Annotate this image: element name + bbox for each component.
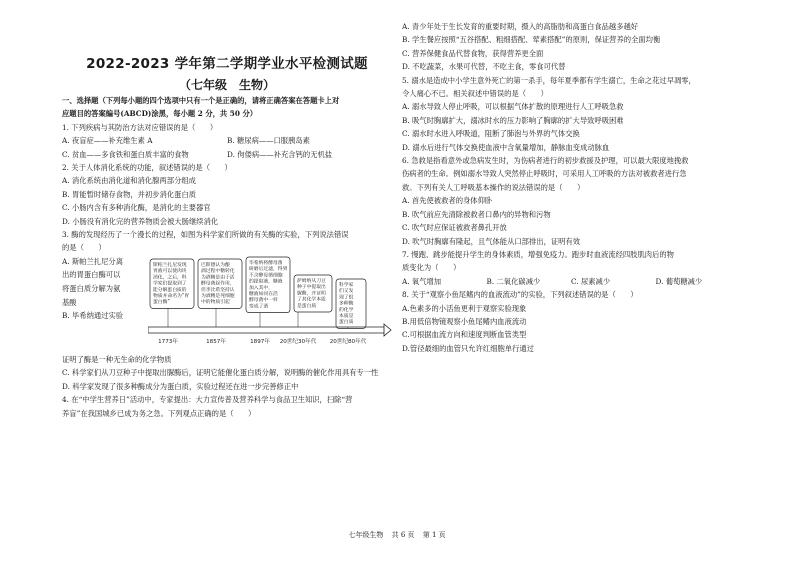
question-stem-cont: 质变化为（ ） bbox=[402, 263, 461, 273]
question-stem-cont: 令人痛心不已。相关叙述中错误的是（ ） bbox=[402, 89, 548, 99]
timeline-box-text: 酒过程中糖转化 bbox=[201, 269, 235, 275]
timeline-box-text: 蛋白质 bbox=[339, 320, 354, 326]
timeline-box-text: 斯帕兰扎尼发现 bbox=[153, 262, 187, 268]
timeline-box-text: 本质是 bbox=[339, 313, 354, 319]
option-a-line1: A. 斯帕兰扎尼分离 bbox=[62, 256, 123, 266]
option-d: D. 科学家发现了很多种酶成分为蛋白质，实验过程还在进一步完善修正中 bbox=[62, 381, 299, 391]
timeline-year-label: 20世纪30年代 bbox=[279, 338, 317, 345]
question-stem: 6. 急救是指看意外或急病发生时，为伤病者进行的初步救援及护理，可以最大限度地挽救 bbox=[402, 156, 689, 166]
option-d: D. 溺水后进行气体交换使血液中含氧量增加，静脉血变成动脉血 bbox=[402, 142, 610, 152]
left-column bbox=[62, 38, 392, 420]
timeline-box-text: 种子中提取出 bbox=[297, 285, 326, 291]
timeline-box-text: 物质并命名为“胃 bbox=[153, 293, 190, 299]
timeline-box-text: 现了很 bbox=[339, 295, 354, 301]
timeline-box-text: 不含酵母菌细胞 bbox=[249, 273, 283, 279]
option-a: A. 首先使被救者的身体仰卧 bbox=[402, 196, 493, 206]
timeline-box-text: 毕希纳将酵母菌 bbox=[249, 260, 283, 266]
question-stem: 5. 溺水是造成中小学生意外死亡的第一杀手，每年夏季都有学生溺亡，生命之花过早凋零， bbox=[402, 75, 696, 85]
section-heading-line2: 应题目的答案编号(ABCD)涂黑，每小题 2 分，共 50 分） bbox=[62, 109, 258, 119]
options-row bbox=[62, 134, 392, 147]
timeline-box-text: 的化学 bbox=[339, 307, 354, 313]
question-7 bbox=[402, 248, 740, 288]
option-b: B. 吹气前应先清除被救者口鼻内的异物和污物 bbox=[402, 209, 551, 219]
option-d: D.管径最细的血管只允许红细胞单行通过 bbox=[402, 343, 534, 353]
timeline-box-text: 加入其中， bbox=[249, 285, 273, 291]
footer-page-number: 第 1 页 bbox=[422, 531, 446, 539]
timeline-box bbox=[246, 257, 290, 313]
timeline-box bbox=[294, 275, 332, 312]
timeline-box-text: 蛋白酶” bbox=[153, 300, 170, 306]
timeline-box-text: 消化，之后，科 bbox=[153, 275, 187, 281]
timeline-box-text: 为酒精是由于活 bbox=[201, 275, 235, 281]
question-stem: 8. 关于“观察小鱼尾鳍内的血液流动”的实验，下列叙述错误的是（ ） bbox=[402, 290, 638, 300]
timeline-box-text: 学家们提取到了 bbox=[153, 281, 187, 287]
option-d: D. 小肠没有消化完的营养物质会被大肠继续消化 bbox=[62, 216, 219, 226]
option-c: C. 贫血——多食铁和蛋白质丰富的食物 bbox=[62, 149, 189, 159]
question-stem-cont: 伤病者的生命。例如溺水导致人突然停止呼吸时，可采用人工呼吸的方法对被救者进行急 bbox=[402, 169, 687, 179]
option-d: D. 佝偻病——补充含钙的无机盐 bbox=[227, 149, 333, 159]
exam-subtitle: （七年级 生物） bbox=[178, 78, 275, 92]
option-a-line4: 基酸 bbox=[62, 297, 77, 307]
timeline-box-text: 巴斯德认为酿 bbox=[201, 262, 230, 268]
timeline-box-text: 能分解蛋白质的 bbox=[153, 287, 187, 293]
option-c: C. 科学家们从刀豆种子中提取出脲酶后，证明它能催化蛋白质分解，说明酶的催化作用具有专一性 bbox=[62, 368, 379, 378]
question-stem-cont: 养盲”在我国城乡已成为务之急。下列观点正确的是（ ） bbox=[62, 408, 256, 418]
option-a: A.色素多的小活鱼更利于观察实验现象 bbox=[402, 303, 527, 313]
question-1 bbox=[62, 121, 392, 161]
question-3 bbox=[62, 228, 392, 393]
timeline-box-text: 研磨后过滤，得到 bbox=[249, 267, 288, 273]
timeline-box-text: 萨姆纳从刀豆 bbox=[297, 278, 326, 284]
timeline-box-text: 的提取液，糖液 bbox=[249, 279, 283, 285]
timeline-box-text: 脲酶，并证明 bbox=[297, 291, 326, 297]
option-b: B.用低倍物镜观察小鱼尾鳍内血液流动 bbox=[402, 316, 527, 326]
timeline-box bbox=[336, 279, 366, 328]
timeline-box-text: 酵母菌中一样 bbox=[249, 298, 278, 304]
timeline-box-text: 中的物质引起 bbox=[201, 300, 230, 306]
section-heading bbox=[62, 94, 392, 121]
timeline-box-text: 酵母菌起作用， bbox=[201, 281, 235, 287]
timeline-box-text: 胃液可以使肉块 bbox=[153, 269, 187, 275]
timeline-box-text: 科学家 bbox=[339, 282, 354, 288]
timeline-box bbox=[150, 259, 194, 308]
question-stem-cont: 的是（ ） bbox=[62, 243, 106, 253]
question-stem: 2. 关于人体消化系统的功能，叙述错误的是（ ） bbox=[62, 163, 232, 173]
options-row bbox=[402, 275, 740, 288]
option-a: A. 夜盲症——补充维生素 A bbox=[62, 136, 153, 146]
page-footer bbox=[0, 530, 794, 540]
timeline-box-text: 了其化学本质 bbox=[297, 297, 326, 303]
option-d: D. 吹气时胸廓有隆起，且气体能从口部排出，证明有效 bbox=[402, 236, 581, 246]
option-c: C. 尿素减少 bbox=[571, 276, 611, 286]
question-stem: 7. 慢跑、跳步能提升学生的身体素质，增强免疫力。跑步时血液流经四肢肌肉后的物 bbox=[402, 249, 674, 259]
timeline-box bbox=[198, 259, 242, 308]
timeline-box-text: 糖液如同在活 bbox=[249, 291, 278, 297]
option-a: A. 氧气增加 bbox=[402, 276, 442, 286]
q3-options-left bbox=[62, 255, 144, 323]
timeline-years bbox=[158, 337, 367, 345]
option-c: C. 溺水时水进入呼吸道，阻断了肺泡与外界的气体交换 bbox=[402, 129, 580, 139]
question-4 bbox=[62, 393, 392, 420]
option-a: A. 溺水导致人停止呼吸，可以根据气体扩散的原理进行人工呼吸急救 bbox=[402, 102, 624, 112]
option-b-line1: B. 毕希纳通过实验 bbox=[62, 311, 124, 321]
timeline-box-text: 们又发 bbox=[339, 289, 354, 295]
option-c: C. 小肠内含有多种消化酶，是消化的主要器官 bbox=[62, 203, 211, 213]
timeline-year-label: 1897年 bbox=[250, 338, 270, 345]
option-c: C.可根据血流方向和速度判断血管类型 bbox=[402, 330, 527, 340]
right-column bbox=[402, 20, 740, 355]
option-c: C. 营养保健食品代替食物，获得营养更全面 bbox=[402, 48, 544, 58]
option-b: B. 胃能暂时储存食物，并初步消化蛋白质 bbox=[62, 189, 197, 199]
question-6 bbox=[402, 154, 740, 248]
timeline-year-label: 1857年 bbox=[206, 338, 226, 345]
option-b: B. 二氧化碳减少 bbox=[486, 276, 541, 286]
timeline-year-label: 20世纪80年代 bbox=[329, 338, 367, 345]
option-d: D. 不吃蔬菜，水果可代替，不吃主食，零食可代替 bbox=[402, 62, 566, 72]
options-row bbox=[62, 148, 392, 161]
question-5 bbox=[402, 74, 740, 154]
question-stem: 4. 在“中学生营养日”活动中，专家提出：大力宣传普及营养科学与食品卫生知识，扫除“营 bbox=[62, 395, 353, 405]
option-b: B. 糖尿病——口服胰岛素 bbox=[227, 136, 310, 146]
timeline-box-text: 多种酶 bbox=[339, 301, 354, 307]
enzyme-timeline-figure bbox=[148, 255, 392, 351]
question-8 bbox=[402, 288, 740, 355]
option-a: A. 消化系统由消化道和消化腺两部分组成 bbox=[62, 176, 196, 186]
option-b: B. 学生餐应按照“五谷搭配、粗细搭配、荤素搭配”的原则，保证营养的全面均衡 bbox=[402, 35, 661, 45]
question-4-options bbox=[402, 20, 740, 74]
question-stem: 3. 酶的发现经历了一个漫长的过程，如图为科学家们所做的有关酶的实验，下列说法错误 bbox=[62, 230, 349, 240]
option-c: C. 吹气时应保证被救者鼻孔开放 bbox=[402, 223, 507, 233]
option-a-line3: 将蛋白质分解为氨 bbox=[62, 284, 121, 294]
question-stem-cont: 救。下列有关人工呼吸基本操作的说法错误的是（ ） bbox=[402, 182, 585, 192]
timeline-boxes bbox=[150, 257, 366, 328]
question-stem: 1. 下列疾病与其防治方法对应错误的是（ ） bbox=[62, 122, 218, 132]
timeline-box-text: 是蛋白质 bbox=[297, 303, 317, 309]
exam-title: 2022-2023 学年第二学期学业水平检测试题 bbox=[86, 56, 368, 72]
timeline-box-text: 变成了酒 bbox=[249, 304, 269, 310]
option-a-line2: 出的胃蛋白酶可以 bbox=[62, 270, 121, 280]
timeline-box-text: 但李比希坚持认 bbox=[201, 287, 235, 293]
footer-subject: 七年级生物 bbox=[348, 531, 384, 539]
q3-figure-block bbox=[62, 255, 392, 353]
option-b-line2: 证明了酶是一种无生命的化学物质 bbox=[62, 354, 172, 364]
timeline-box-text: 为酒精是死细胞 bbox=[201, 293, 235, 299]
question-2 bbox=[62, 161, 392, 228]
timeline-year-label: 1773年 bbox=[158, 338, 178, 345]
section-heading-line1: 一、选择题（下列每小题的四个选项中只有一个是正确的，请将正确答案在答题卡上对 bbox=[62, 96, 340, 105]
option-d: D. 葡萄糖减少 bbox=[655, 276, 703, 286]
footer-total-pages: 共 6 页 bbox=[391, 531, 415, 539]
option-a: A. 青少年处于生长发育的重要时期，摄入的高脂肪和高蛋白食品越多越好 bbox=[402, 22, 639, 31]
option-b: B. 吸气时胸廓扩大，溺冰时水的压力影响了胸廓的扩大导致呼吸困难 bbox=[402, 115, 624, 125]
